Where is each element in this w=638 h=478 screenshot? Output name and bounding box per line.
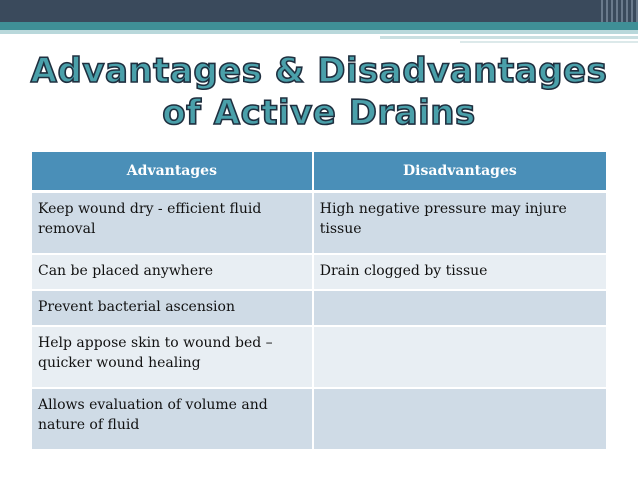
disadvantage-cell: Drain clogged by tissue — [313, 254, 606, 290]
top-bar-dark — [0, 0, 638, 22]
top-accent-line-2 — [460, 41, 638, 43]
header-disadvantages: Disadvantages — [313, 152, 606, 192]
slide-title-line-2: of Active Drains — [162, 93, 476, 133]
top-bar-stripes — [598, 0, 638, 22]
table-row — [32, 192, 606, 254]
disadvantage-cell: High negative pressure may injure tissue — [313, 192, 606, 254]
table-row — [32, 388, 606, 450]
disadvantage-cell — [313, 326, 606, 388]
table-row — [32, 290, 606, 326]
table-header-row — [32, 152, 606, 192]
advantage-cell: Allows evaluation of volume and nature of fluid — [32, 388, 313, 450]
advantage-cell: Help appose skin to wound bed – quicker wound healing — [32, 326, 313, 388]
table-row — [32, 326, 606, 388]
advantage-cell: Keep wound dry - efficient fluid removal — [32, 192, 313, 254]
top-bar-teal — [0, 22, 638, 30]
header-advantages: Advantages — [32, 152, 313, 192]
slide-title-line-1: Advantages & Disadvantages — [30, 51, 608, 91]
disadvantage-cell — [313, 388, 606, 450]
disadvantage-cell — [313, 290, 606, 326]
top-bar-teal-light — [0, 30, 638, 34]
table-row — [32, 254, 606, 290]
slide-title — [0, 50, 638, 134]
top-accent-line — [380, 36, 638, 39]
comparison-table — [32, 152, 606, 451]
advantage-cell: Can be placed anywhere — [32, 254, 313, 290]
advantage-cell: Prevent bacterial ascension — [32, 290, 313, 326]
